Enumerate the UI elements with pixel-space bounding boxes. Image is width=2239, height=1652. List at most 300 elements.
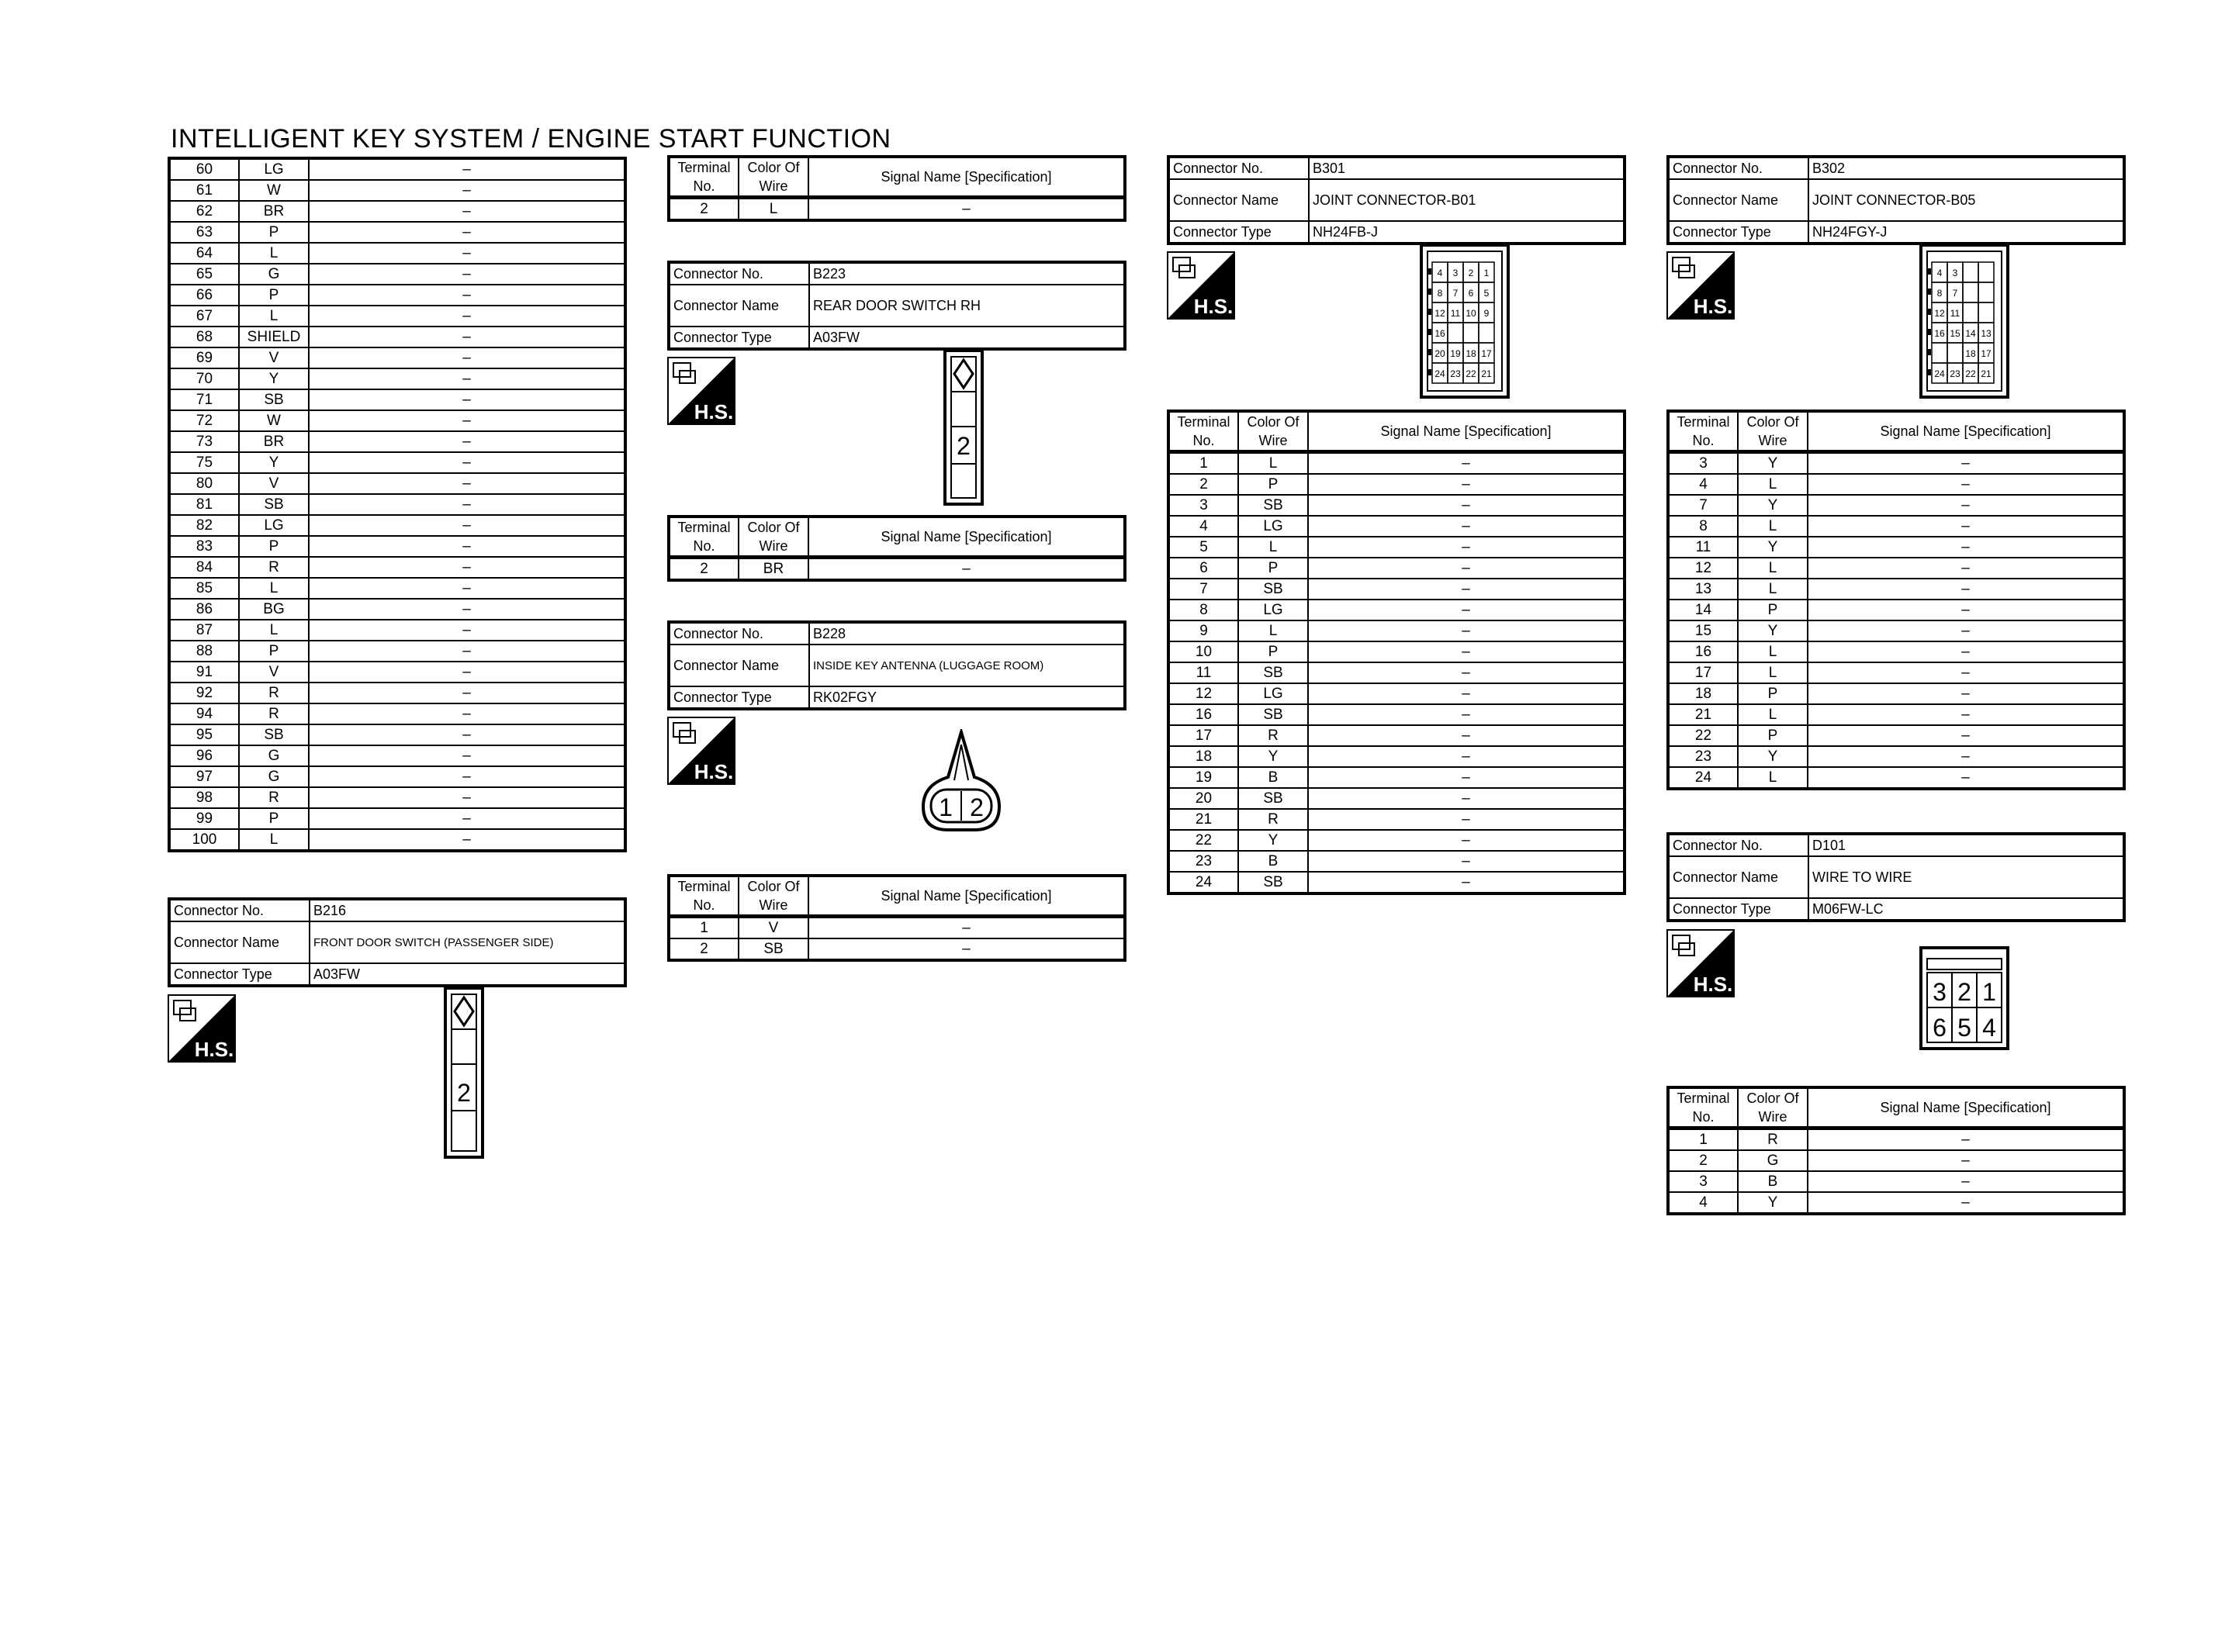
table-row	[1668, 452, 2124, 475]
color-header: Color Of Wire	[739, 157, 808, 198]
signal-name-cell: –	[309, 285, 625, 306]
signal-name-cell: –	[1808, 1128, 2124, 1151]
table-row	[1168, 872, 1625, 893]
terminal-no-cell: 7	[1668, 495, 1738, 516]
terminal-no-cell: 63	[169, 222, 239, 243]
table-row	[1668, 558, 2124, 579]
pin-label: 14	[1965, 328, 1976, 339]
wire-color-cell: L	[1738, 662, 1808, 683]
terminal-no-cell: 73	[169, 431, 239, 452]
terminal-no-cell: 62	[169, 201, 239, 222]
pin-label: 8	[1437, 288, 1443, 299]
signal-name-cell: –	[1808, 1171, 2124, 1192]
wire-color-cell: W	[239, 180, 309, 201]
pin-label: 2	[1468, 268, 1474, 278]
terminal-no-cell: 72	[169, 410, 239, 431]
table-row	[169, 452, 625, 473]
pin-label: 3	[1952, 268, 1958, 278]
signal-name-cell: –	[1808, 704, 2124, 725]
terminal-no-cell: 4	[1668, 1192, 1738, 1214]
wire-color-cell: P	[1738, 600, 1808, 620]
connector-type-label: Connector Type	[1668, 898, 1808, 921]
wire-color-cell: G	[239, 264, 309, 285]
signal-name-cell: –	[1308, 452, 1625, 475]
table-row	[1668, 620, 2124, 641]
terminal-no-cell: 10	[1168, 641, 1238, 662]
table-row	[1668, 662, 2124, 683]
wire-color-cell: V	[739, 917, 808, 939]
signal-name-cell: –	[1808, 1192, 2124, 1214]
signal-name-cell: –	[1308, 558, 1625, 579]
table-row	[1668, 1128, 2124, 1151]
wire-color-cell: L	[239, 620, 309, 641]
connector-type-value: A03FW	[310, 963, 625, 986]
connector-no-value: B216	[310, 899, 625, 921]
wire-color-cell: SB	[239, 389, 309, 410]
signal-name-cell: –	[1808, 746, 2124, 767]
signal-name-cell: –	[309, 180, 625, 201]
table-row	[1168, 579, 1625, 600]
wire-color-cell: L	[1738, 641, 1808, 662]
connector-no-label: Connector No.	[1668, 834, 1808, 856]
table-row	[169, 536, 625, 557]
table-row	[169, 494, 625, 515]
table-row	[169, 285, 625, 306]
hs-badge-icon	[1666, 929, 1735, 997]
table-row	[1668, 1150, 2124, 1171]
terminal-no-cell: 83	[169, 536, 239, 557]
signal-name-cell: –	[1308, 830, 1625, 851]
signal-name-cell: –	[309, 264, 625, 285]
table-row	[1668, 495, 2124, 516]
wire-color-cell: W	[239, 410, 309, 431]
connector-name-value: INSIDE KEY ANTENNA (LUGGAGE ROOM)	[809, 645, 1125, 686]
pin-label: 12	[1434, 308, 1445, 319]
wire-color-cell: R	[1738, 1128, 1808, 1151]
wire-color-cell: L	[239, 578, 309, 599]
table-row	[1168, 851, 1625, 872]
wire-color-cell: SB	[1238, 662, 1308, 683]
pin-label: 11	[1450, 308, 1461, 319]
connector-type-value: NH24FB-J	[1309, 221, 1625, 244]
signal-name-cell: –	[1808, 725, 2124, 746]
terminal-no-cell: 60	[169, 158, 239, 180]
connector-name-value: JOINT CONNECTOR-B01	[1309, 179, 1625, 221]
pin-label: 4	[1437, 268, 1443, 278]
pin-label: 22	[1466, 368, 1476, 379]
table-row	[169, 222, 625, 243]
wire-color-cell: V	[239, 473, 309, 494]
wire-color-cell: SB	[1238, 872, 1308, 893]
wire-color-cell: BR	[239, 201, 309, 222]
signal-name-cell: –	[309, 662, 625, 683]
wire-color-cell: R	[1238, 809, 1308, 830]
terminal-no-cell: 68	[169, 327, 239, 347]
table-row	[1668, 746, 2124, 767]
wire-color-cell: R	[239, 703, 309, 724]
signal-name-cell: –	[309, 787, 625, 808]
table-row	[169, 158, 625, 180]
color-header: Color Of Wire	[739, 517, 808, 558]
terminal-no-cell: 82	[169, 515, 239, 536]
signal-name-cell: –	[309, 683, 625, 703]
signal-name-cell: –	[1308, 746, 1625, 767]
terminal-no-cell: 21	[1668, 704, 1738, 725]
table-row	[169, 641, 625, 662]
terminal-no-cell: 14	[1668, 600, 1738, 620]
wire-color-cell: Y	[239, 452, 309, 473]
signal-name-cell: –	[1808, 662, 2124, 683]
terminal-no-cell: 97	[169, 766, 239, 787]
connector-no-value: B302	[1808, 157, 2124, 179]
signal-name-cell: –	[1808, 516, 2124, 537]
terminal-no-header: Terminal No.	[1668, 1087, 1738, 1128]
pin-label: 11	[1950, 308, 1960, 319]
pin-label: 2	[970, 793, 984, 821]
terminal-no-cell: 20	[1168, 788, 1238, 809]
terminal-no-cell: 71	[169, 389, 239, 410]
connector-type-value: NH24FGY-J	[1808, 221, 2124, 244]
terminal-no-cell: 2	[1168, 474, 1238, 495]
terminal-no-cell: 21	[1168, 809, 1238, 830]
signal-header: Signal Name [Specification]	[1308, 411, 1625, 452]
wire-color-cell: L	[1238, 620, 1308, 641]
color-header: Color Of Wire	[1238, 411, 1308, 452]
signal-name-cell: –	[309, 368, 625, 389]
signal-header: Signal Name [Specification]	[808, 517, 1125, 558]
pin-label: 6	[1933, 1014, 1947, 1042]
table-row	[169, 515, 625, 536]
table-row	[169, 745, 625, 766]
wire-color-cell: SB	[1238, 495, 1308, 516]
table-row	[1668, 516, 2124, 537]
table-row	[1168, 452, 1625, 475]
terminal-no-cell: 12	[1668, 558, 1738, 579]
signal-name-cell: –	[808, 558, 1125, 581]
terminal-no-cell: 69	[169, 347, 239, 368]
pin-label: 6	[1468, 288, 1474, 299]
signal-name-cell: –	[1308, 474, 1625, 495]
table-row	[1168, 704, 1625, 725]
connector-name-label: Connector Name	[1668, 179, 1808, 221]
signal-name-cell: –	[1308, 872, 1625, 893]
pin-label: 1	[1982, 978, 1996, 1006]
pin-label: 20	[1434, 348, 1445, 359]
terminal-no-cell: 7	[1168, 579, 1238, 600]
table-row	[1668, 1171, 2124, 1192]
signal-name-cell: –	[1308, 788, 1625, 809]
wire-color-cell: V	[239, 347, 309, 368]
signal-name-cell: –	[309, 452, 625, 473]
table-row	[169, 264, 625, 285]
table-row	[1168, 725, 1625, 746]
wire-color-cell: B	[1738, 1171, 1808, 1192]
terminal-no-cell: 70	[169, 368, 239, 389]
terminal-no-cell: 22	[1668, 725, 1738, 746]
connector-name-label: Connector Name	[1168, 179, 1309, 221]
signal-header: Signal Name [Specification]	[808, 157, 1125, 198]
b302-connector-face-icon	[1919, 244, 2009, 399]
terminal-no-cell: 3	[1168, 495, 1238, 516]
wire-color-cell: L	[239, 829, 309, 851]
wire-color-cell: L	[739, 198, 808, 221]
table-row	[1168, 516, 1625, 537]
table-row	[1168, 746, 1625, 767]
d101-connector-info	[1666, 832, 2126, 922]
table-row	[169, 327, 625, 347]
pin-label: 13	[1981, 328, 1992, 339]
connector-no-label: Connector No.	[169, 899, 310, 921]
terminal-no-cell: 4	[1168, 516, 1238, 537]
signal-name-cell: –	[1808, 767, 2124, 789]
signal-name-cell: –	[309, 389, 625, 410]
table-row	[169, 766, 625, 787]
hs-label: H.S.	[1193, 295, 1234, 318]
wire-color-cell: Y	[1738, 537, 1808, 558]
terminal-no-cell: 92	[169, 683, 239, 703]
pin-label: 7	[1452, 288, 1459, 299]
terminal-no-cell: 3	[1668, 452, 1738, 475]
table-row	[169, 703, 625, 724]
connector-name-value: WIRE TO WIRE	[1808, 856, 2124, 898]
b216-connector-info	[168, 897, 627, 987]
terminal-no-cell: 6	[1168, 558, 1238, 579]
terminal-no-cell: 16	[1168, 704, 1238, 725]
table-row	[169, 557, 625, 578]
terminal-no-cell: 23	[1168, 851, 1238, 872]
signal-name-cell: –	[808, 198, 1125, 221]
pin-label: 17	[1481, 348, 1492, 359]
pin-label: 2	[957, 432, 971, 460]
pin-label: 16	[1434, 328, 1445, 339]
terminal-no-cell: 13	[1668, 579, 1738, 600]
connector-type-label: Connector Type	[1668, 221, 1808, 244]
signal-name-cell: –	[1308, 495, 1625, 516]
wire-color-cell: P	[239, 808, 309, 829]
wire-color-cell: G	[239, 766, 309, 787]
pin-label: 15	[1950, 328, 1960, 339]
signal-name-cell: –	[1808, 600, 2124, 620]
terminal-no-cell: 84	[169, 557, 239, 578]
terminal-no-cell: 12	[1168, 683, 1238, 704]
b216-connector-face-icon	[444, 987, 484, 1159]
wire-color-cell: SB	[1238, 704, 1308, 725]
pin-label: 22	[1965, 368, 1976, 379]
b223-terminal-table	[667, 515, 1126, 582]
signal-name-cell: –	[1808, 495, 2124, 516]
pin-label: 5	[1957, 1014, 1971, 1042]
terminal-no-header: Terminal No.	[1668, 411, 1738, 452]
pin-label: 16	[1934, 328, 1945, 339]
wire-color-cell: Y	[1738, 620, 1808, 641]
wire-color-cell: V	[239, 662, 309, 683]
pin-label: 7	[1952, 288, 1958, 299]
terminal-no-cell: 64	[169, 243, 239, 264]
signal-name-cell: –	[309, 494, 625, 515]
pin-label: 2	[1957, 978, 1971, 1006]
wire-color-cell: SHIELD	[239, 327, 309, 347]
pin-label: 8	[1936, 288, 1943, 299]
terminal-no-cell: 16	[1668, 641, 1738, 662]
terminal-no-cell: 8	[1668, 516, 1738, 537]
terminal-no-cell: 2	[669, 938, 739, 960]
signal-name-cell: –	[309, 578, 625, 599]
wire-color-cell: SB	[239, 724, 309, 745]
signal-name-cell: –	[1808, 641, 2124, 662]
terminal-no-cell: 67	[169, 306, 239, 327]
table-row	[1668, 600, 2124, 620]
signal-name-cell: –	[309, 724, 625, 745]
terminal-no-cell: 18	[1668, 683, 1738, 704]
connector-no-value: D101	[1808, 834, 2124, 856]
signal-name-cell: –	[1308, 641, 1625, 662]
hs-badge-icon	[168, 994, 236, 1063]
wire-color-cell: LG	[1238, 683, 1308, 704]
signal-header: Signal Name [Specification]	[1808, 411, 2124, 452]
signal-name-cell: –	[309, 620, 625, 641]
connector-no-value: B301	[1309, 157, 1625, 179]
connector-no-label: Connector No.	[669, 262, 809, 285]
table-row	[1668, 537, 2124, 558]
terminal-no-cell: 91	[169, 662, 239, 683]
signal-name-cell: –	[1308, 662, 1625, 683]
table-row	[1668, 683, 2124, 704]
signal-name-cell: –	[1308, 516, 1625, 537]
table-row	[1668, 767, 2124, 789]
table-row	[169, 306, 625, 327]
b302-connector-info	[1666, 155, 2126, 245]
table-row	[169, 368, 625, 389]
wire-color-cell: R	[239, 787, 309, 808]
terminal-no-cell: 23	[1668, 746, 1738, 767]
terminal-no-cell: 24	[1668, 767, 1738, 789]
wire-color-cell: L	[1738, 558, 1808, 579]
terminal-no-cell: 88	[169, 641, 239, 662]
connector-name-value: REAR DOOR SWITCH RH	[809, 285, 1125, 327]
pin-label: 12	[1934, 308, 1945, 319]
terminal-no-cell: 11	[1668, 537, 1738, 558]
table-row	[669, 198, 1125, 221]
wire-color-cell: L	[239, 243, 309, 264]
signal-name-cell: –	[309, 410, 625, 431]
table-row	[1668, 641, 2124, 662]
pin-label: 21	[1481, 368, 1492, 379]
table-row	[169, 389, 625, 410]
b228-connector-info	[667, 620, 1126, 710]
terminal-no-cell: 2	[669, 198, 739, 221]
signal-name-cell: –	[1308, 683, 1625, 704]
table-row	[169, 599, 625, 620]
wire-color-cell: B	[1238, 767, 1308, 788]
d101-terminal-table	[1666, 1086, 2126, 1215]
terminal-no-cell: 81	[169, 494, 239, 515]
terminal-no-cell: 100	[169, 829, 239, 851]
signal-name-cell: –	[1808, 452, 2124, 475]
table-row	[1168, 558, 1625, 579]
connector-type-value: A03FW	[809, 327, 1125, 349]
wire-color-cell: B	[1238, 851, 1308, 872]
pin-label: 5	[1483, 288, 1490, 299]
signal-name-cell: –	[1308, 851, 1625, 872]
connector-type-label: Connector Type	[1168, 221, 1309, 244]
wire-color-cell: Y	[239, 368, 309, 389]
terminal-no-cell: 3	[1668, 1171, 1738, 1192]
wire-color-cell: L	[1738, 579, 1808, 600]
connector-name-label: Connector Name	[669, 645, 809, 686]
wire-color-cell: Y	[1738, 452, 1808, 475]
connector-no-label: Connector No.	[1668, 157, 1808, 179]
signal-name-cell: –	[309, 829, 625, 851]
table-row	[1168, 495, 1625, 516]
signal-name-cell: –	[309, 327, 625, 347]
connector-no-label: Connector No.	[669, 622, 809, 645]
connector-name-label: Connector Name	[669, 285, 809, 327]
table-row	[169, 683, 625, 703]
terminal-no-cell: 2	[669, 558, 739, 581]
page-title: INTELLIGENT KEY SYSTEM / ENGINE START FUNCTION	[171, 124, 891, 154]
pin-label: 2	[457, 1079, 471, 1107]
wire-color-cell: SB	[1238, 579, 1308, 600]
terminal-no-cell: 99	[169, 808, 239, 829]
terminal-no-cell: 66	[169, 285, 239, 306]
table-row	[1168, 620, 1625, 641]
signal-name-cell: –	[309, 222, 625, 243]
table-row	[1168, 809, 1625, 830]
terminal-no-cell: 65	[169, 264, 239, 285]
terminal-no-header: Terminal No.	[669, 876, 739, 917]
signal-name-cell: –	[1808, 579, 2124, 600]
signal-name-cell: –	[309, 243, 625, 264]
table-row	[169, 201, 625, 222]
table-row	[169, 431, 625, 452]
color-header: Color Of Wire	[1738, 1087, 1808, 1128]
table-row	[669, 938, 1125, 960]
terminal-no-cell: 8	[1168, 600, 1238, 620]
pin-label: 10	[1466, 308, 1476, 319]
signal-name-cell: –	[1308, 537, 1625, 558]
terminal-no-cell: 2	[1668, 1150, 1738, 1171]
signal-name-cell: –	[309, 641, 625, 662]
wire-color-cell: L	[1238, 452, 1308, 475]
signal-name-cell: –	[1308, 620, 1625, 641]
signal-name-cell: –	[309, 599, 625, 620]
terminal-no-cell: 11	[1168, 662, 1238, 683]
wire-color-cell: Y	[1738, 495, 1808, 516]
signal-name-cell: –	[1808, 537, 2124, 558]
signal-name-cell: –	[1308, 725, 1625, 746]
hs-label: H.S.	[1693, 973, 1733, 996]
signal-name-cell: –	[309, 808, 625, 829]
table-row	[169, 662, 625, 683]
pin-label: 24	[1934, 368, 1945, 379]
wire-color-cell: R	[239, 683, 309, 703]
pin-label: 17	[1981, 348, 1992, 359]
hs-label: H.S.	[194, 1038, 234, 1061]
signal-header: Signal Name [Specification]	[808, 876, 1125, 917]
b302-terminal-table	[1666, 410, 2126, 790]
pin-label: 23	[1950, 368, 1960, 379]
terminal-no-cell: 61	[169, 180, 239, 201]
terminal-no-cell: 80	[169, 473, 239, 494]
signal-name-cell: –	[309, 431, 625, 452]
terminal-no-cell: 1	[1168, 452, 1238, 475]
signal-name-cell: –	[309, 745, 625, 766]
hs-label: H.S.	[694, 760, 734, 783]
wire-color-cell: P	[239, 641, 309, 662]
pin-label: 4	[1936, 268, 1943, 278]
terminal-no-cell: 1	[1668, 1128, 1738, 1151]
terminal-no-header: Terminal No.	[669, 157, 739, 198]
